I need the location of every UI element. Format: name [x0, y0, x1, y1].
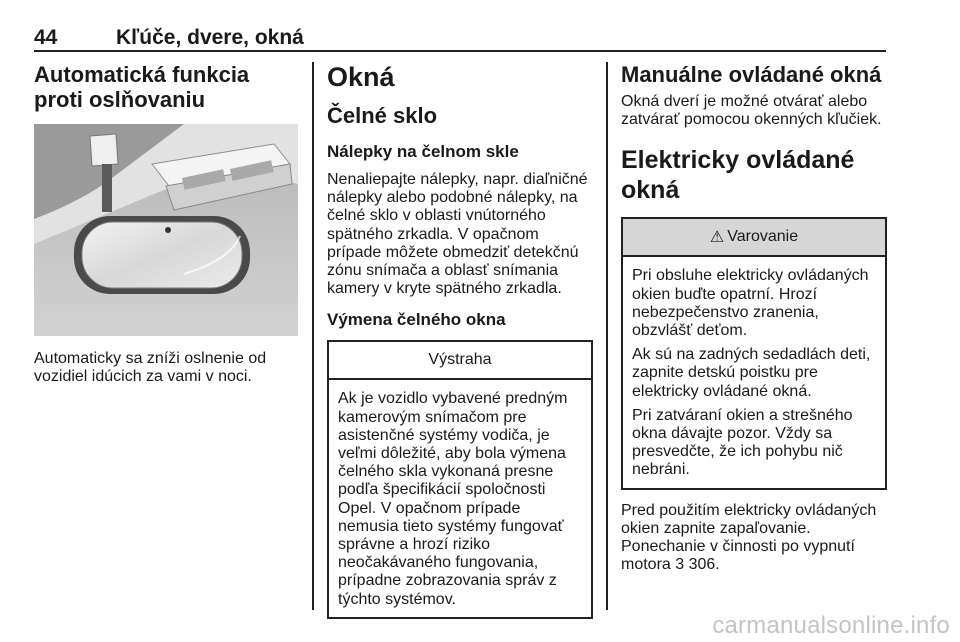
warning-box — [621, 217, 887, 489]
antiglare-caption: Automaticky sa zníži oslnenie od vozidiel idúcich za vami v noci. — [34, 350, 267, 386]
warning-paragraph-2: Ak sú na zadných sedadlách deti, zapnite detskú poistku pre elektricky ovládané okná. — [632, 346, 871, 400]
section-heading-power-windows: Elektricky ovládané okná — [621, 146, 855, 205]
header-rule — [34, 50, 886, 52]
running-title: Kľúče, dvere, okná — [116, 26, 304, 49]
subsection-title-stickers: Nálepky na čelnom skle — [327, 142, 519, 161]
warning-label: Varovanie — [727, 228, 799, 246]
section-heading-antiglare: Automatická funkcia proti oslňovaniu — [34, 62, 250, 112]
power-windows-text — [621, 502, 887, 575]
subsection-title-replacement: Výmena čelného okna — [327, 310, 506, 330]
column-3 — [621, 62, 887, 574]
caution-text: Ak je vozidlo vybavené predným kamerovým snímačom pre asistenčné systémy vodiča, je veľmi dôležité, aby bola výmena čelného skla vykonaná presne podľa špecifikácií spoločnosti Opel. V opačnom prípade nemusia tieto systémy fungovať správne a hrozí riziko neočakávaného fungovania, prípadne zobrazovania správ z týchto systémov. — [338, 390, 568, 608]
page-number: 44 — [34, 26, 58, 49]
manual-windows-text: Okná dverí je možné otvárať alebo zatvárať pomocou okenných kľučiek. — [621, 93, 882, 129]
caution-box — [327, 340, 593, 618]
warning-header — [623, 219, 885, 257]
power-windows-sentence: Pred použitím elektricky ovládaných okien zapnite zapaľovanie. Ponechanie v činnosti po vypnutí motora — [621, 501, 877, 574]
column-divider-1 — [312, 62, 314, 610]
page-reference-number[interactable]: 306. — [688, 556, 720, 574]
warning-body — [623, 257, 885, 487]
section-heading-windows: Okná — [327, 62, 395, 92]
warning-paragraph-1: Pri obsluhe elektricky ovládaných okien buďte opatrní. Hrozí nebezpečenstvo zranenia, obzvlášť deťom. — [632, 267, 869, 340]
subheading-windshield: Čelné sklo — [327, 103, 438, 128]
site-watermark: carmanualsonline.info — [712, 612, 950, 639]
mirror-illustration — [34, 124, 298, 336]
page-header — [34, 24, 886, 52]
column-1 — [34, 62, 300, 386]
caution-body — [329, 380, 591, 616]
page-reference-icon: 3 — [675, 556, 685, 574]
caution-header: Výstraha — [329, 342, 591, 380]
mirror-photo — [34, 124, 298, 336]
column-divider-2 — [606, 62, 608, 610]
warning-triangle-icon: ⚠ — [709, 229, 725, 247]
stickers-paragraph: Nenaliepajte nálepky, napr. diaľničné nálepky alebo podobné nálepky, na čelné sklo v oblasti vnútorného spätného zrkadla. V opačnom prípade môžete obmedziť detekčnú zónu snímača a oblasť snímania kamery v kryte spätného zrkadla. — [327, 171, 588, 298]
warning-paragraph-3: Pri zatváraní okien a strešného okna dávajte pozor. Vždy sa presvedčte, že ich pohybu nič nebráni. — [632, 406, 853, 479]
section-heading-manual-windows: Manuálne ovládané okná — [621, 62, 882, 87]
column-2 — [327, 62, 593, 619]
